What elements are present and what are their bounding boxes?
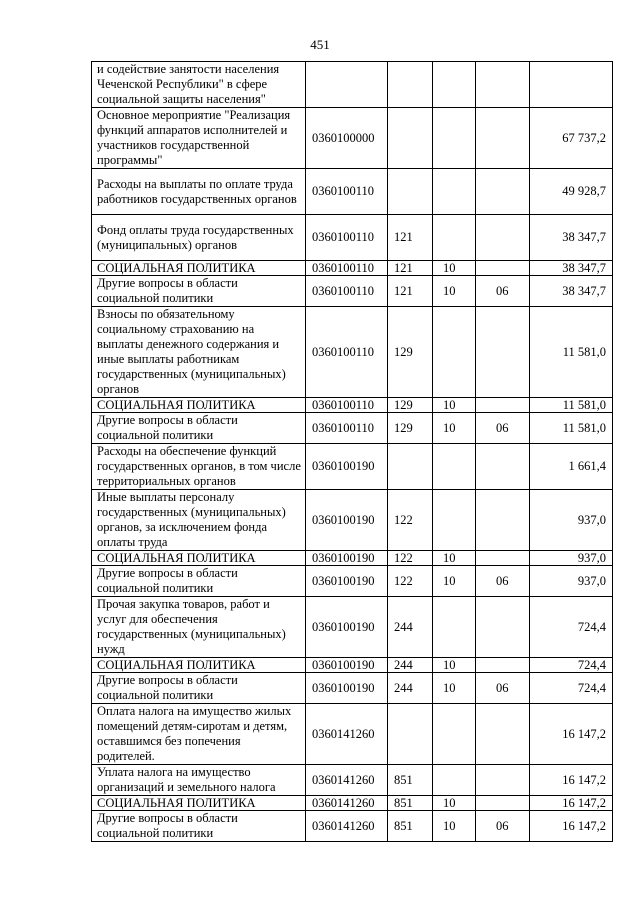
row-amount-cell: 38 347,7 <box>530 261 613 276</box>
row-name-cell: СОЦИАЛЬНАЯ ПОЛИТИКА <box>92 796 306 811</box>
row-section-cell: 10 <box>433 673 476 704</box>
row-section-cell: 10 <box>433 551 476 566</box>
row-code-cell: 0360141260 <box>306 796 388 811</box>
row-expense-type-cell <box>388 62 433 108</box>
row-section-cell <box>433 490 476 551</box>
row-code-cell: 0360100110 <box>306 413 388 444</box>
row-name-cell: и содействие занятости населения Чеченской Республики" в сфере социальной защиты населения" <box>92 62 306 108</box>
row-section-cell: 10 <box>433 658 476 673</box>
page-number: 451 <box>310 37 330 52</box>
row-amount-cell: 16 147,2 <box>530 796 613 811</box>
row-section-cell <box>433 597 476 658</box>
row-amount-cell: 11 581,0 <box>530 398 613 413</box>
row-amount-cell: 67 737,2 <box>530 108 613 169</box>
row-subsection-cell <box>476 169 530 215</box>
row-subsection-cell: 06 <box>476 811 530 842</box>
row-section-cell: 10 <box>433 276 476 307</box>
row-subsection-cell <box>476 796 530 811</box>
row-name-cell: СОЦИАЛЬНАЯ ПОЛИТИКА <box>92 261 306 276</box>
row-expense-type-cell: 244 <box>388 658 433 673</box>
row-subsection-cell <box>476 490 530 551</box>
row-code-cell: 0360100000 <box>306 108 388 169</box>
row-code-cell: 0360100110 <box>306 276 388 307</box>
row-subsection-cell <box>476 704 530 765</box>
row-name-cell: СОЦИАЛЬНАЯ ПОЛИТИКА <box>92 551 306 566</box>
row-name-cell: Уплата налога на имущество организаций и земельного налога <box>92 765 306 796</box>
row-amount-cell: 724,4 <box>530 673 613 704</box>
row-expense-type-cell <box>388 169 433 215</box>
row-subsection-cell: 06 <box>476 276 530 307</box>
row-code-cell: 0360141260 <box>306 704 388 765</box>
row-code-cell: 0360100190 <box>306 566 388 597</box>
row-name-cell: Другие вопросы в области социальной политики <box>92 566 306 597</box>
row-subsection-cell <box>476 62 530 108</box>
row-expense-type-cell: 121 <box>388 261 433 276</box>
row-name-cell: Другие вопросы в области социальной политики <box>92 673 306 704</box>
row-expense-type-cell: 129 <box>388 307 433 398</box>
row-amount-cell: 937,0 <box>530 490 613 551</box>
row-section-cell <box>433 307 476 398</box>
row-amount-cell: 11 581,0 <box>530 413 613 444</box>
row-amount-cell: 724,4 <box>530 597 613 658</box>
row-expense-type-cell: 244 <box>388 597 433 658</box>
table-row <box>92 261 613 276</box>
table-row <box>92 307 613 398</box>
row-amount-cell: 937,0 <box>530 551 613 566</box>
row-amount-cell <box>530 62 613 108</box>
row-amount-cell: 16 147,2 <box>530 811 613 842</box>
table-row <box>92 811 613 842</box>
table-row <box>92 551 613 566</box>
row-expense-type-cell: 121 <box>388 276 433 307</box>
table-row <box>92 673 613 704</box>
row-expense-type-cell <box>388 704 433 765</box>
row-subsection-cell <box>476 108 530 169</box>
row-code-cell: 0360100110 <box>306 169 388 215</box>
row-name-cell: Другие вопросы в области социальной политики <box>92 276 306 307</box>
row-expense-type-cell: 129 <box>388 413 433 444</box>
row-amount-cell: 38 347,7 <box>530 276 613 307</box>
row-subsection-cell <box>476 261 530 276</box>
row-expense-type-cell: 121 <box>388 215 433 261</box>
row-name-cell: Фонд оплаты труда государственных (муниципальных) органов <box>92 215 306 261</box>
row-code-cell: 0360141260 <box>306 811 388 842</box>
table-row <box>92 490 613 551</box>
row-expense-type-cell: 851 <box>388 765 433 796</box>
row-section-cell: 10 <box>433 811 476 842</box>
table-row <box>92 444 613 490</box>
row-subsection-cell <box>476 307 530 398</box>
row-subsection-cell <box>476 765 530 796</box>
row-amount-cell: 16 147,2 <box>530 765 613 796</box>
row-code-cell: 0360141260 <box>306 765 388 796</box>
row-section-cell <box>433 169 476 215</box>
table-row <box>92 765 613 796</box>
row-name-cell: Основное мероприятие "Реализация функций аппаратов исполнителей и участников государственной программы" <box>92 108 306 169</box>
row-expense-type-cell: 122 <box>388 551 433 566</box>
table-row <box>92 62 613 108</box>
row-amount-cell: 16 147,2 <box>530 704 613 765</box>
table-row <box>92 796 613 811</box>
row-expense-type-cell: 129 <box>388 398 433 413</box>
row-code-cell: 0360100190 <box>306 444 388 490</box>
table-row <box>92 704 613 765</box>
row-subsection-cell: 06 <box>476 566 530 597</box>
row-code-cell <box>306 62 388 108</box>
row-subsection-cell <box>476 658 530 673</box>
row-expense-type-cell: 851 <box>388 796 433 811</box>
row-section-cell <box>433 444 476 490</box>
row-name-cell: СОЦИАЛЬНАЯ ПОЛИТИКА <box>92 658 306 673</box>
row-section-cell: 10 <box>433 796 476 811</box>
row-amount-cell: 724,4 <box>530 658 613 673</box>
row-expense-type-cell: 244 <box>388 673 433 704</box>
row-subsection-cell <box>476 398 530 413</box>
row-subsection-cell <box>476 444 530 490</box>
row-name-cell: Другие вопросы в области социальной политики <box>92 811 306 842</box>
row-code-cell: 0360100190 <box>306 673 388 704</box>
row-section-cell <box>433 62 476 108</box>
table-row <box>92 276 613 307</box>
row-code-cell: 0360100190 <box>306 597 388 658</box>
table-row <box>92 169 613 215</box>
row-section-cell <box>433 108 476 169</box>
row-expense-type-cell: 122 <box>388 566 433 597</box>
row-section-cell: 10 <box>433 261 476 276</box>
row-name-cell: Расходы на обеспечение функций государственных органов, в том числе территориальных органов <box>92 444 306 490</box>
table-row <box>92 215 613 261</box>
row-code-cell: 0360100190 <box>306 490 388 551</box>
budget-table <box>91 61 613 842</box>
row-amount-cell: 11 581,0 <box>530 307 613 398</box>
row-name-cell: СОЦИАЛЬНАЯ ПОЛИТИКА <box>92 398 306 413</box>
row-amount-cell: 937,0 <box>530 566 613 597</box>
row-amount-cell: 49 928,7 <box>530 169 613 215</box>
table-row <box>92 398 613 413</box>
row-code-cell: 0360100110 <box>306 398 388 413</box>
row-expense-type-cell <box>388 444 433 490</box>
row-section-cell <box>433 215 476 261</box>
row-amount-cell: 38 347,7 <box>530 215 613 261</box>
table-row <box>92 108 613 169</box>
row-expense-type-cell: 851 <box>388 811 433 842</box>
row-code-cell: 0360100110 <box>306 215 388 261</box>
table-row <box>92 658 613 673</box>
row-subsection-cell <box>476 551 530 566</box>
row-name-cell: Прочая закупка товаров, работ и услуг для обеспечения государственных (муниципальных) нужд <box>92 597 306 658</box>
table-row <box>92 413 613 444</box>
row-code-cell: 0360100110 <box>306 307 388 398</box>
table-body <box>92 62 613 842</box>
row-subsection-cell: 06 <box>476 673 530 704</box>
row-subsection-cell <box>476 597 530 658</box>
row-name-cell: Взносы по обязательному социальному страхованию на выплаты денежного содержания и иные выплаты работникам государственных (муниципальных) органов <box>92 307 306 398</box>
row-section-cell <box>433 704 476 765</box>
row-expense-type-cell: 122 <box>388 490 433 551</box>
row-subsection-cell: 06 <box>476 413 530 444</box>
row-subsection-cell <box>476 215 530 261</box>
row-section-cell: 10 <box>433 398 476 413</box>
row-expense-type-cell <box>388 108 433 169</box>
row-section-cell: 10 <box>433 566 476 597</box>
row-code-cell: 0360100110 <box>306 261 388 276</box>
row-section-cell: 10 <box>433 413 476 444</box>
row-name-cell: Расходы на выплаты по оплате труда работников государственных органов <box>92 169 306 215</box>
row-amount-cell: 1 661,4 <box>530 444 613 490</box>
row-name-cell: Оплата налога на имущество жилых помещений детям-сиротам и детям, оставшимся без попечения родителей. <box>92 704 306 765</box>
table-row <box>92 597 613 658</box>
table-row <box>92 566 613 597</box>
row-name-cell: Другие вопросы в области социальной политики <box>92 413 306 444</box>
row-name-cell: Иные выплаты персоналу государственных (муниципальных) органов, за исключением фонда оплаты труда <box>92 490 306 551</box>
row-code-cell: 0360100190 <box>306 551 388 566</box>
row-section-cell <box>433 765 476 796</box>
row-code-cell: 0360100190 <box>306 658 388 673</box>
